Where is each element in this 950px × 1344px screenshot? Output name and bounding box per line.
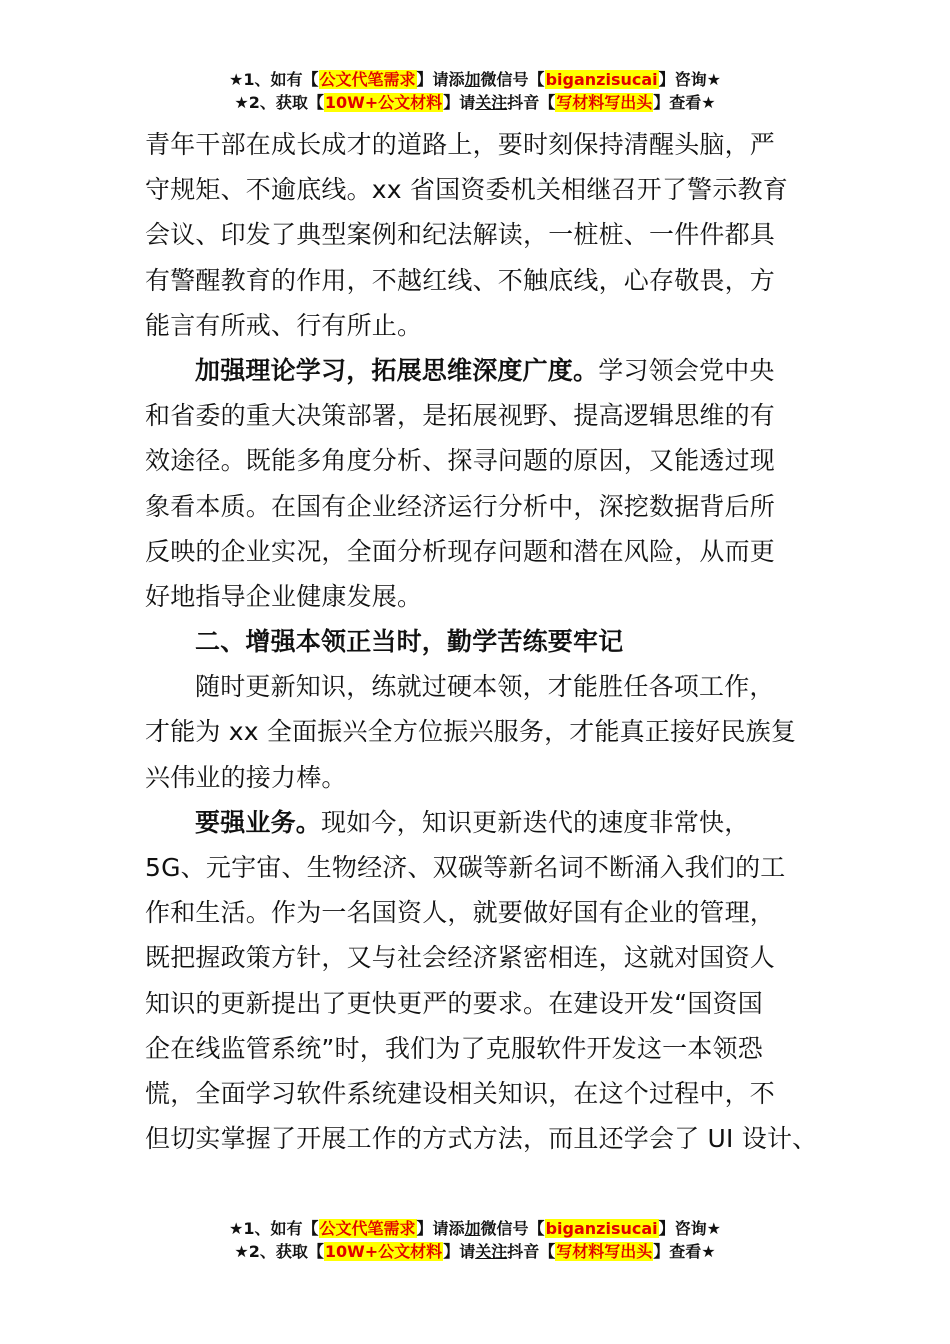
text-line: 兴伟业的接力棒。 bbox=[145, 762, 347, 792]
text-line: 5G、元宇宙、生物经济、双碳等新名词不断涌入我们的工 bbox=[145, 853, 786, 882]
banner-text: 】请 bbox=[443, 93, 476, 112]
banner-underlined: 关注 bbox=[475, 93, 508, 112]
banner-highlight: 写材料写出头 bbox=[556, 1242, 653, 1261]
text-line: 会议、印发了典型案例和纪法解读，一桩桩、一件件都具 bbox=[145, 220, 776, 250]
header-banner bbox=[0, 68, 950, 114]
banner-line-2 bbox=[0, 1240, 950, 1263]
document-body bbox=[145, 122, 818, 1161]
text-line: 知识的更新提出了更快更严的要求。在建设开发“国资国 bbox=[145, 988, 763, 1018]
bold-lead: 要强业务。 bbox=[195, 807, 322, 837]
text-line: 和省委的重大决策部署，是拓展视野、提高逻辑思维的有 bbox=[145, 401, 776, 431]
text-line: 随时更新知识，练就过硬本领，才能胜任各项工作， bbox=[195, 672, 775, 702]
banner-text: 】查看★ bbox=[653, 93, 716, 112]
footer-banner bbox=[0, 1217, 950, 1263]
banner-highlight: 公文代笔需求 bbox=[319, 70, 416, 89]
text-line: 有警醒教育的作用，不越红线、不触底线，心存敬畏，方 bbox=[145, 265, 776, 295]
banner-text: 微信号【 bbox=[480, 1219, 545, 1238]
text-line: 才能为 xx 全面振兴全方位振兴服务，才能真正接好民族复 bbox=[145, 717, 797, 747]
banner-text: 】请添 bbox=[416, 1219, 465, 1238]
banner-highlight: biganzisucai bbox=[545, 70, 658, 89]
banner-text: 微信号【 bbox=[480, 70, 545, 89]
banner-text: ★2、获取【 bbox=[234, 1242, 324, 1261]
banner-underlined: 关注 bbox=[475, 1242, 508, 1261]
paragraph-lead-line bbox=[145, 348, 810, 393]
banner-text: 】请添 bbox=[416, 70, 465, 89]
banner-text: 】请 bbox=[443, 1242, 476, 1261]
banner-text: 】咨询★ bbox=[658, 70, 721, 89]
banner-highlight: 公文代笔需求 bbox=[319, 1219, 416, 1238]
banner-highlight: 10W+公文材料 bbox=[324, 93, 443, 112]
text-line: 效途径。既能多角度分析、探寻问题的原因，又能透过现 bbox=[145, 446, 776, 476]
text-line: 作和生活。作为一名国资人，就要做好国有企业的管理， bbox=[145, 898, 776, 928]
text-line: 慌，全面学习软件系统建设相关知识，在这个过程中，不 bbox=[145, 1078, 776, 1108]
banner-text: ★1、如有【 bbox=[229, 70, 319, 89]
banner-line-1 bbox=[0, 1217, 950, 1240]
banner-line-1 bbox=[0, 68, 950, 91]
banner-highlight: 写材料写出头 bbox=[556, 93, 653, 112]
text-line: 反映的企业实况，全面分析现存问题和潜在风险，从而更 bbox=[145, 536, 776, 566]
text-line: 能言有所戒、行有所止。 bbox=[145, 310, 423, 340]
banner-highlight: 10W+公文材料 bbox=[324, 1242, 443, 1261]
paragraph-lead-line bbox=[145, 800, 810, 845]
banner-text: 】咨询★ bbox=[658, 1219, 721, 1238]
banner-text: 抖音【 bbox=[507, 1242, 556, 1261]
banner-text: ★1、如有【 bbox=[229, 1219, 319, 1238]
text-line: 既把握政策方针，又与社会经济紧密相连，这就对国资人 bbox=[145, 943, 776, 973]
bold-lead: 加强理论学习，拓展思维深度广度。 bbox=[195, 355, 599, 385]
banner-text: ★2、获取【 bbox=[234, 93, 324, 112]
text-line: 但切实掌握了开展工作的方式方法，而且还学会了 UI 设计、 bbox=[145, 1124, 818, 1154]
text-line: 守规矩、不逾底线。xx 省国资委机关相继召开了警示教育 bbox=[145, 175, 788, 205]
text-span: 现如今，知识更新迭代的速度非常快， bbox=[321, 807, 750, 837]
section-heading: 二、增强本领正当时，勤学苦练要牢记 bbox=[195, 627, 624, 657]
text-line: 青年干部在成长成才的道路上，要时刻保持清醒头脑，严 bbox=[145, 130, 776, 159]
banner-underlined: 加 bbox=[464, 1219, 481, 1238]
banner-line-2 bbox=[0, 91, 950, 114]
text-line: 好地指导企业健康发展。 bbox=[145, 581, 423, 611]
banner-text: 】查看★ bbox=[653, 1242, 716, 1261]
banner-text: 抖音【 bbox=[507, 93, 556, 112]
banner-highlight: biganzisucai bbox=[545, 1219, 658, 1238]
text-line: 象看本质。在国有企业经济运行分析中，深挖数据背后所 bbox=[145, 491, 776, 521]
text-line: 企在线监管系统”时，我们为了克服软件开发这一本领恐 bbox=[145, 1033, 763, 1063]
banner-underlined: 加 bbox=[464, 70, 481, 89]
text-span: 学习领会党中央 bbox=[598, 355, 775, 385]
